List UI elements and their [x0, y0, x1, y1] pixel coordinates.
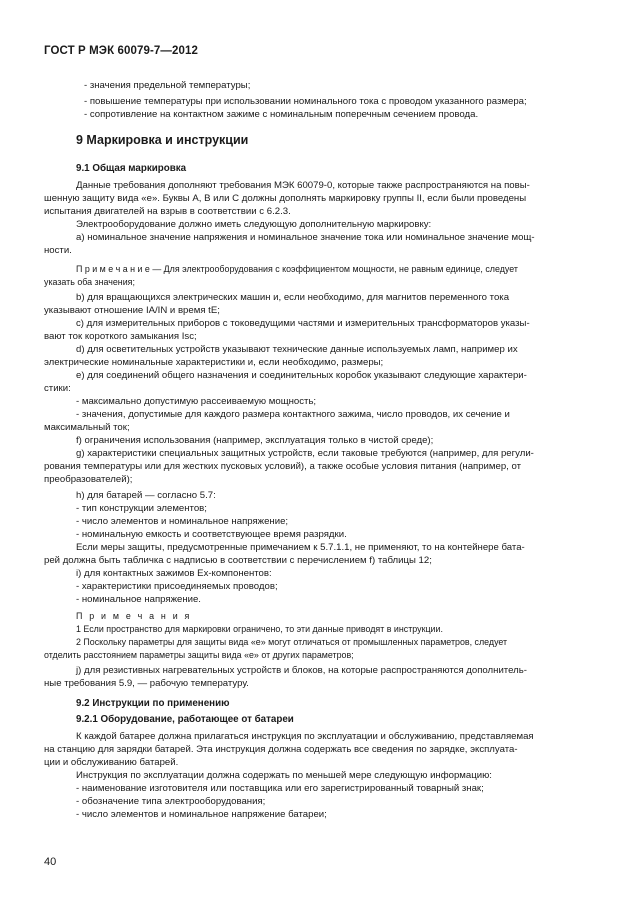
- paragraph-line: ные требования 5.9, — рабочую температуру.: [44, 678, 249, 689]
- section-heading: 9 Маркировка и инструкции: [76, 133, 249, 147]
- paragraph-line: - максимально допустимую рассеиваемую мощность;: [76, 396, 317, 407]
- paragraph-line: b) для вращающихся электрических машин и, если необходимо, для магнитов переменного тока: [76, 292, 510, 303]
- paragraph-line: шенную защиту вида «е». Буквы A, B или C должны дополнять маркировку группы II, если были проведены: [44, 193, 527, 204]
- paragraph-line: рей должна быть табличка с надписью в соответствии с перечислением f) таблицы 12;: [44, 555, 432, 566]
- paragraph-line: Инструкция по эксплуатации должна содержать по меньшей мере следующую информацию:: [76, 770, 492, 781]
- note-line: П р и м е ч а н и е — Для электрооборудования с коэффициентом мощности, не равным единице, следует: [76, 264, 518, 274]
- paragraph-line: - номинальное напряжение.: [76, 594, 201, 605]
- intro-list-item: - значения предельной температуры;: [84, 80, 251, 91]
- paragraph-line: - характеристики присоединяемых проводов;: [76, 581, 278, 592]
- paragraph-line: h) для батарей — согласно 5.7:: [76, 490, 216, 501]
- paragraph-line: электрические номинальные характеристики и, если необходимо, размеры;: [44, 357, 384, 368]
- paragraph-line: Электрооборудование должно иметь следующую дополнительную маркировку:: [76, 219, 432, 230]
- paragraph-line: i) для контактных зажимов Ex-компонентов:: [76, 568, 272, 579]
- paragraph-line: a) номинальное значение напряжения и номинальное значение тока или номинальное значение мощ-: [76, 232, 535, 243]
- paragraph-line: указывают отношение IA/IN и время tE;: [44, 305, 220, 316]
- paragraph-line: Если меры защиты, предусмотренные примечанием к 5.7.1.1, не применяют, то на контейнере бата-: [76, 542, 525, 553]
- paragraph-line: вают ток короткого замыкания Isc;: [44, 331, 197, 342]
- note-line: 2 Поскольку параметры для защиты вида «е» могут отличаться от промышленных параметров, следует: [76, 637, 508, 647]
- paragraph-line: - значения, допустимые для каждого размера контактного зажима, число проводов, их сечение и: [76, 409, 510, 420]
- document-header: ГОСТ Р МЭК 60079-7—2012: [44, 45, 198, 57]
- subsection-heading: 9.2 Инструкции по применению: [76, 698, 230, 709]
- paragraph-line: - тип конструкции элементов;: [76, 503, 207, 514]
- paragraph-line: - обозначение типа электрооборудования;: [76, 796, 266, 807]
- paragraph-line: Данные требования дополняют требования МЭК 60079-0, которые также распространяются на повы-: [76, 180, 530, 191]
- paragraph-line: g) характеристики специальных защитных устройств, если таковые требуются (например, для регули-: [76, 448, 534, 459]
- paragraph-line: на станцию для зарядки батарей. Эта инструкция должна содержать все сведения по зарядке, эксплуата-: [44, 744, 518, 755]
- paragraph-line: преобразователей);: [44, 474, 133, 485]
- intro-list-item: - повышение температуры при использовании номинального тока с проводом указанного размера;: [84, 96, 527, 107]
- notes-heading: П р и м е ч а н и я: [76, 611, 192, 621]
- paragraph-line: j) для резистивных нагревательных устройств и блоков, на которые распространяются дополнитель-: [76, 665, 527, 676]
- paragraph-line: e) для соединений общего назначения и соединительных коробок указывают следующие характери-: [76, 370, 527, 381]
- paragraph-line: ности.: [44, 245, 72, 256]
- paragraph-line: f) ограничения использования (например, эксплуатация только в чистой среде);: [76, 435, 434, 446]
- paragraph-line: c) для измерительных приборов с токоведущими частями и измерительных трансформаторов указы-: [76, 318, 530, 329]
- note-line: 1 Если пространство для маркировки ограничено, то эти данные приводят в инструкции.: [76, 624, 443, 634]
- paragraph-line: рования температуры или для жестких пусковых условий), а также особые условия питания (например, от: [44, 461, 522, 472]
- intro-list-item: - сопротивление на контактном зажиме с номинальным поперечным сечением провода.: [84, 109, 479, 120]
- note-line: отделить расстоянием параметры защиты вида «е» от других параметров;: [44, 650, 354, 660]
- paragraph-line: d) для осветительных устройств указывают технические данные используемых ламп, например их: [76, 344, 518, 355]
- paragraph-line: испытания двигателей на взрыв в соответствии с 6.2.3.: [44, 206, 291, 217]
- paragraph-line: стики:: [44, 383, 71, 394]
- subsection-heading: 9.1 Общая маркировка: [76, 163, 187, 174]
- paragraph-line: К каждой батарее должна прилагаться инструкция по эксплуатации и обслуживанию, представляемая: [76, 731, 534, 742]
- page-number: 40: [44, 856, 57, 868]
- paragraph-line: максимальный ток;: [44, 422, 130, 433]
- paragraph-line: - число элементов и номинальное напряжение;: [76, 516, 289, 527]
- paragraph-line: - наименование изготовителя или поставщика или его зарегистрированный товарный знак;: [76, 783, 484, 794]
- note-line: указать оба значения;: [44, 277, 135, 287]
- subsubsection-heading: 9.2.1 Оборудование, работающее от батареи: [76, 714, 294, 725]
- paragraph-line: ции и обслуживанию батарей.: [44, 757, 179, 768]
- paragraph-line: - число элементов и номинальное напряжение батареи;: [76, 809, 327, 820]
- paragraph-line: - номинальную емкость и соответствующее время разрядки.: [76, 529, 347, 540]
